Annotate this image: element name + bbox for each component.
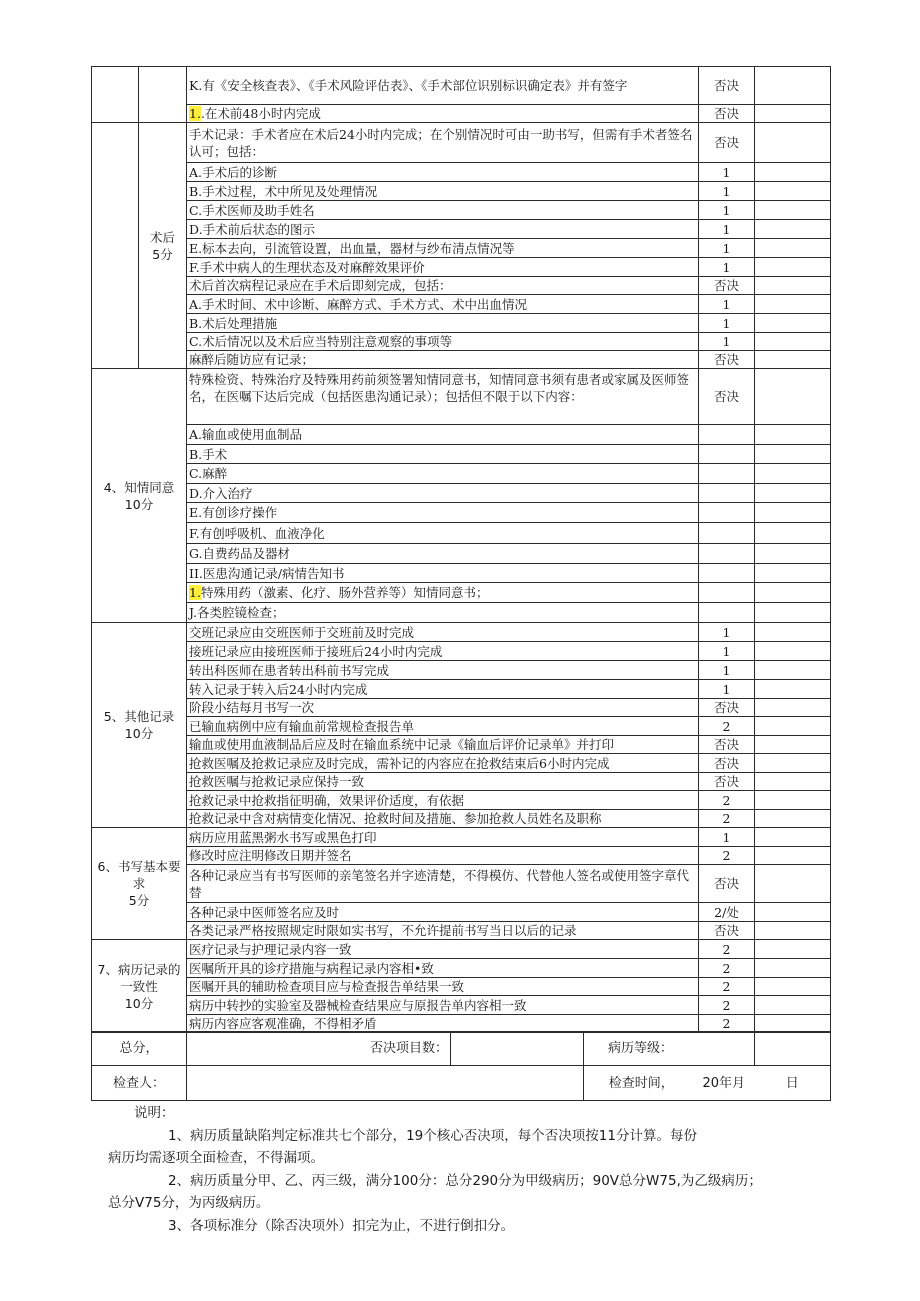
item-score: 2 xyxy=(699,847,755,865)
table-row xyxy=(92,333,831,351)
item-score: 否决 xyxy=(699,699,755,717)
deduction-cell xyxy=(755,105,831,123)
table-row xyxy=(92,603,831,623)
item-text: 转出科医师在患者转出科前书写完成 xyxy=(187,661,699,680)
inspection-year-month: 20年月 xyxy=(699,1066,755,1101)
deduction-cell xyxy=(755,544,831,564)
medical-record-scoring-table xyxy=(91,66,831,1033)
item-text: 病历应用蓝黑粥水书写或黑色打印 xyxy=(187,828,699,847)
item-text: 各种记录中医师签名应及时 xyxy=(187,903,699,922)
deduction-cell xyxy=(755,903,831,922)
item-text: J.各类腔镜检查； xyxy=(187,603,699,623)
item-text: G.自费药品及器材 xyxy=(187,544,699,564)
item-score: 2 xyxy=(699,717,755,736)
item-text: E.标本去向，引流管设置，出血量，器材与纱布清点情况等 xyxy=(187,239,699,258)
deduction-cell xyxy=(755,484,831,503)
table-row xyxy=(92,773,831,791)
table-row xyxy=(92,314,831,333)
deduction-cell xyxy=(755,425,831,445)
inspector-field[interactable] xyxy=(187,1066,584,1101)
item-score xyxy=(699,425,755,445)
item-score: 否决 xyxy=(699,865,755,903)
item-score: 1 xyxy=(699,201,755,220)
item-score: 1 xyxy=(699,295,755,314)
item-text: 1.特殊用药（激素、化疗、肠外营养等）知情同意书； xyxy=(187,583,699,603)
deduction-cell xyxy=(755,791,831,810)
item-text: A.手术时间、术中诊断、麻醉方式、手术方式、术中出血情况 xyxy=(187,295,699,314)
deduction-cell xyxy=(755,445,831,464)
table-row xyxy=(92,996,831,1015)
table-row xyxy=(92,369,831,425)
note-1-line-2: 病历均需逐项全面检查，不得漏项。 xyxy=(108,1150,324,1166)
item-text: 各种记录应当有书写医师的亲笔签名并字迹清楚，不得模仿、代替他人签名或使用签字章代替 xyxy=(187,865,699,903)
item-score: 1 xyxy=(699,828,755,847)
deduction-cell xyxy=(755,940,831,959)
item-score: 1 xyxy=(699,680,755,699)
item-score: 否决 xyxy=(699,736,755,754)
deduction-cell xyxy=(755,503,831,523)
deduction-cell xyxy=(755,603,831,623)
item-text: II.医患沟通记录/病情告知书 xyxy=(187,564,699,583)
table-row xyxy=(92,959,831,978)
item-score: 1 xyxy=(699,239,755,258)
table-row xyxy=(92,623,831,642)
table-row xyxy=(92,865,831,903)
item-score: 2/处 xyxy=(699,903,755,922)
table-row xyxy=(92,258,831,277)
summary-row xyxy=(92,1032,831,1066)
item-text: D.介入治疗 xyxy=(187,484,699,503)
table-row xyxy=(92,680,831,699)
table-row xyxy=(92,717,831,736)
table-row xyxy=(92,642,831,661)
deduction-cell xyxy=(755,523,831,544)
inspection-day: 日 xyxy=(755,1066,831,1101)
deduction-cell xyxy=(755,163,831,182)
item-score: 1 xyxy=(699,182,755,201)
item-score: 1 xyxy=(699,314,755,333)
table-row xyxy=(92,661,831,680)
item-text: 已输血病例中应有输血前常规检查报告单 xyxy=(187,717,699,736)
category-writing-requirements: 6、书写基本要求 5分 xyxy=(92,828,187,940)
item-score xyxy=(699,445,755,464)
table-row xyxy=(92,922,831,940)
deduction-cell xyxy=(755,258,831,277)
category-cell-empty xyxy=(92,123,139,369)
table-row xyxy=(92,1015,831,1033)
item-text: C.麻醉 xyxy=(187,464,699,484)
table-row xyxy=(92,564,831,583)
item-text: 抢救记录中抢救指征明确，效果评价适度，有依据 xyxy=(187,791,699,810)
item-text: 阶段小结每月书写一次 xyxy=(187,699,699,717)
item-text: 接班记录应由接班医师于接班后24小时内完成 xyxy=(187,642,699,661)
item-text: 各类记录严格按照规定时限如实书写，不允许提前书写当日以后的记录 xyxy=(187,922,699,940)
table-row xyxy=(92,425,831,445)
table-row xyxy=(92,810,831,828)
item-score: 1 xyxy=(699,258,755,277)
record-grade-field[interactable] xyxy=(755,1032,831,1066)
table-row xyxy=(92,295,831,314)
table-row xyxy=(92,123,831,163)
record-grade-label: 病历等级： xyxy=(584,1032,755,1066)
table-row xyxy=(92,182,831,201)
category-informed-consent: 4、知情同意 10分 xyxy=(92,369,187,623)
deduction-cell xyxy=(755,717,831,736)
deduction-cell xyxy=(755,828,831,847)
category-cell-empty xyxy=(92,67,139,123)
deduction-cell xyxy=(755,369,831,425)
table-row xyxy=(92,978,831,996)
total-score-label: 总分， xyxy=(92,1032,187,1066)
item-text: 修改时应注明修改日期并签名 xyxy=(187,847,699,865)
table-row xyxy=(92,163,831,182)
table-row xyxy=(92,67,831,105)
deduction-cell xyxy=(755,773,831,791)
item-score: 2 xyxy=(699,1015,755,1033)
item-score: 1 xyxy=(699,623,755,642)
deduction-cell xyxy=(755,123,831,163)
item-text: 抢救医嘱与抢救记录应保持一致 xyxy=(187,773,699,791)
item-score: 1 xyxy=(699,642,755,661)
item-text: C.手术医师及助手姓名 xyxy=(187,201,699,220)
table-row xyxy=(92,754,831,773)
item-text: 输血或使用血液制品后应及时在输血系统中记录《输血后评价记录单》并打印 xyxy=(187,736,699,754)
table-row xyxy=(92,105,831,123)
deduction-cell xyxy=(755,680,831,699)
deduction-cell xyxy=(755,623,831,642)
category-other-records: 5、其他记录 10分 xyxy=(92,623,187,828)
deduction-cell xyxy=(755,295,831,314)
highlight-marker: 1. xyxy=(189,106,201,121)
item-text: 抢救医嘱及抢救记录应及时完成，需补记的内容应在抢救结束后6小时内完成 xyxy=(187,754,699,773)
table-row xyxy=(92,464,831,484)
item-score xyxy=(699,603,755,623)
table-row xyxy=(92,484,831,503)
item-score xyxy=(699,544,755,564)
item-score xyxy=(699,503,755,523)
item-text: K.有《安全核查表》、《手术风险评估表》、《手术部位识别标识确定表》并有签字 xyxy=(187,67,699,105)
deduction-cell xyxy=(755,220,831,239)
item-score: 2 xyxy=(699,791,755,810)
table-row xyxy=(92,583,831,603)
item-score: 否决 xyxy=(699,773,755,791)
deduction-cell xyxy=(755,314,831,333)
inspector-label: 检查人： xyxy=(92,1066,187,1101)
deduction-cell xyxy=(755,564,831,583)
item-text: 1..在术前48小时内完成 xyxy=(187,105,699,123)
table-row xyxy=(92,544,831,564)
item-score: 否决 xyxy=(699,123,755,163)
deduction-cell xyxy=(755,333,831,351)
item-score: 否决 xyxy=(699,277,755,295)
table-row xyxy=(92,220,831,239)
item-score: 否决 xyxy=(699,922,755,940)
table-row xyxy=(92,736,831,754)
item-text: D.手术前后状态的图示 xyxy=(187,220,699,239)
item-text: 病历中转抄的实验室及器械检查结果应与原报告单内容相一致 xyxy=(187,996,699,1015)
highlight-marker: 1. xyxy=(189,585,201,600)
deduction-cell xyxy=(755,661,831,680)
table-row xyxy=(92,699,831,717)
item-text: 术后首次病程记录应在手术后即刻完成，包括： xyxy=(187,277,699,295)
deduction-cell xyxy=(755,277,831,295)
item-text: 手术记录：手术者应在术后24小时内完成；在个别情况时可由一助书写，但需有手术者签名认可；包括： xyxy=(187,123,699,163)
item-text: A.输血或使用血制品 xyxy=(187,425,699,445)
table-row xyxy=(92,523,831,544)
deduction-cell xyxy=(755,67,831,105)
table-row xyxy=(92,277,831,295)
subcategory-cell-empty xyxy=(139,67,187,123)
deduction-cell xyxy=(755,754,831,773)
deduction-cell xyxy=(755,642,831,661)
deduction-cell xyxy=(755,201,831,220)
item-score: 2 xyxy=(699,940,755,959)
note-3: 3、各项标准分（除否决项外）扣完为止，不进行倒扣分。 xyxy=(168,1217,515,1234)
deduction-cell xyxy=(755,239,831,258)
note-1-line-1: 1、病历质量缺陷判定标准共七个部分，19个核心否决项，每个否决项按11分计算。每份 xyxy=(168,1127,697,1144)
deduction-cell xyxy=(755,865,831,903)
note-2-line-2: 总分V75分，为丙级病历。 xyxy=(108,1195,270,1211)
veto-count-field[interactable] xyxy=(451,1032,584,1066)
deduction-cell xyxy=(755,736,831,754)
item-score xyxy=(699,564,755,583)
item-text: 交班记录应由交班医师于交班前及时完成 xyxy=(187,623,699,642)
item-score: 1 xyxy=(699,333,755,351)
item-score: 1 xyxy=(699,220,755,239)
table-row xyxy=(92,903,831,922)
table-row xyxy=(92,940,831,959)
category-record-consistency: 7、病历记录的一致性 10分 xyxy=(92,940,187,1033)
item-text: 转入记录于转入后24小时内完成 xyxy=(187,680,699,699)
deduction-cell xyxy=(755,959,831,978)
veto-count-label: 否决项目数： xyxy=(187,1032,451,1066)
item-score: 2 xyxy=(699,810,755,828)
inspection-time-label: 检查时间， xyxy=(584,1066,699,1101)
item-score: 否决 xyxy=(699,67,755,105)
item-text: 医嘱开具的辅助检查项目应与检查报告单结果一致 xyxy=(187,978,699,996)
item-score: 2 xyxy=(699,978,755,996)
item-score: 否决 xyxy=(699,754,755,773)
deduction-cell xyxy=(755,978,831,996)
summary-row xyxy=(92,1066,831,1101)
item-score: 2 xyxy=(699,959,755,978)
table-row xyxy=(92,847,831,865)
item-text: 麻醉后随访应有记录； xyxy=(187,351,699,369)
deduction-cell xyxy=(755,583,831,603)
deduction-cell xyxy=(755,847,831,865)
item-score: 否决 xyxy=(699,351,755,369)
item-score: 否决 xyxy=(699,105,755,123)
item-text: B.手术过程，术中所见及处理情况 xyxy=(187,182,699,201)
deduction-cell xyxy=(755,922,831,940)
item-score: 否决 xyxy=(699,369,755,425)
item-text: 抢救记录中含对病情变化情况、抢救时间及措施、参加抢救人员姓名及职称 xyxy=(187,810,699,828)
deduction-cell xyxy=(755,1015,831,1033)
item-text: 医嘱所开具的诊疗措施与病程记录内容相•致 xyxy=(187,959,699,978)
deduction-cell xyxy=(755,996,831,1015)
deduction-cell xyxy=(755,810,831,828)
item-text: C.术后情况以及术后应当特别注意观察的事项等 xyxy=(187,333,699,351)
table-row xyxy=(92,503,831,523)
deduction-cell xyxy=(755,699,831,717)
notes-section xyxy=(108,1102,828,1237)
item-score xyxy=(699,583,755,603)
note-2-line-1: 2、病历质量分甲、乙、丙三级，满分100分：总分290分为甲级病历；90V总分W75,为乙级病历； xyxy=(168,1172,762,1189)
item-score xyxy=(699,523,755,544)
subcategory-postop: 术后 5分 xyxy=(139,123,187,369)
notes-title: 说明： xyxy=(134,1105,175,1121)
table-row xyxy=(92,239,831,258)
summary-table xyxy=(91,1031,831,1101)
item-score xyxy=(699,484,755,503)
deduction-cell xyxy=(755,464,831,484)
item-text: 病历内容应客观准确，不得相矛盾 xyxy=(187,1015,699,1033)
item-text: A.手术后的诊断 xyxy=(187,163,699,182)
table-row xyxy=(92,351,831,369)
item-score xyxy=(699,464,755,484)
item-score: 1 xyxy=(699,163,755,182)
item-text: 医疗记录与护理记录内容一致 xyxy=(187,940,699,959)
deduction-cell xyxy=(755,351,831,369)
item-text: F.手术中病人的生理状态及对麻醉效果评价 xyxy=(187,258,699,277)
item-score: 1 xyxy=(699,661,755,680)
table-row xyxy=(92,791,831,810)
item-text: F.有创呼吸机、血液净化 xyxy=(187,523,699,544)
table-row xyxy=(92,201,831,220)
item-score: 2 xyxy=(699,996,755,1015)
item-text: E.有创诊疗操作 xyxy=(187,503,699,523)
item-text: B.术后处理措施 xyxy=(187,314,699,333)
item-text: B.手术 xyxy=(187,445,699,464)
table-row xyxy=(92,828,831,847)
table-row xyxy=(92,445,831,464)
item-text: 特殊检资、特殊治疗及特殊用药前须签署知情同意书，知情同意书须有患者或家属及医师签名，在医嘱下达后完成（包括医患沟通记录）；包括但不限于以下内容： xyxy=(187,369,699,425)
deduction-cell xyxy=(755,182,831,201)
